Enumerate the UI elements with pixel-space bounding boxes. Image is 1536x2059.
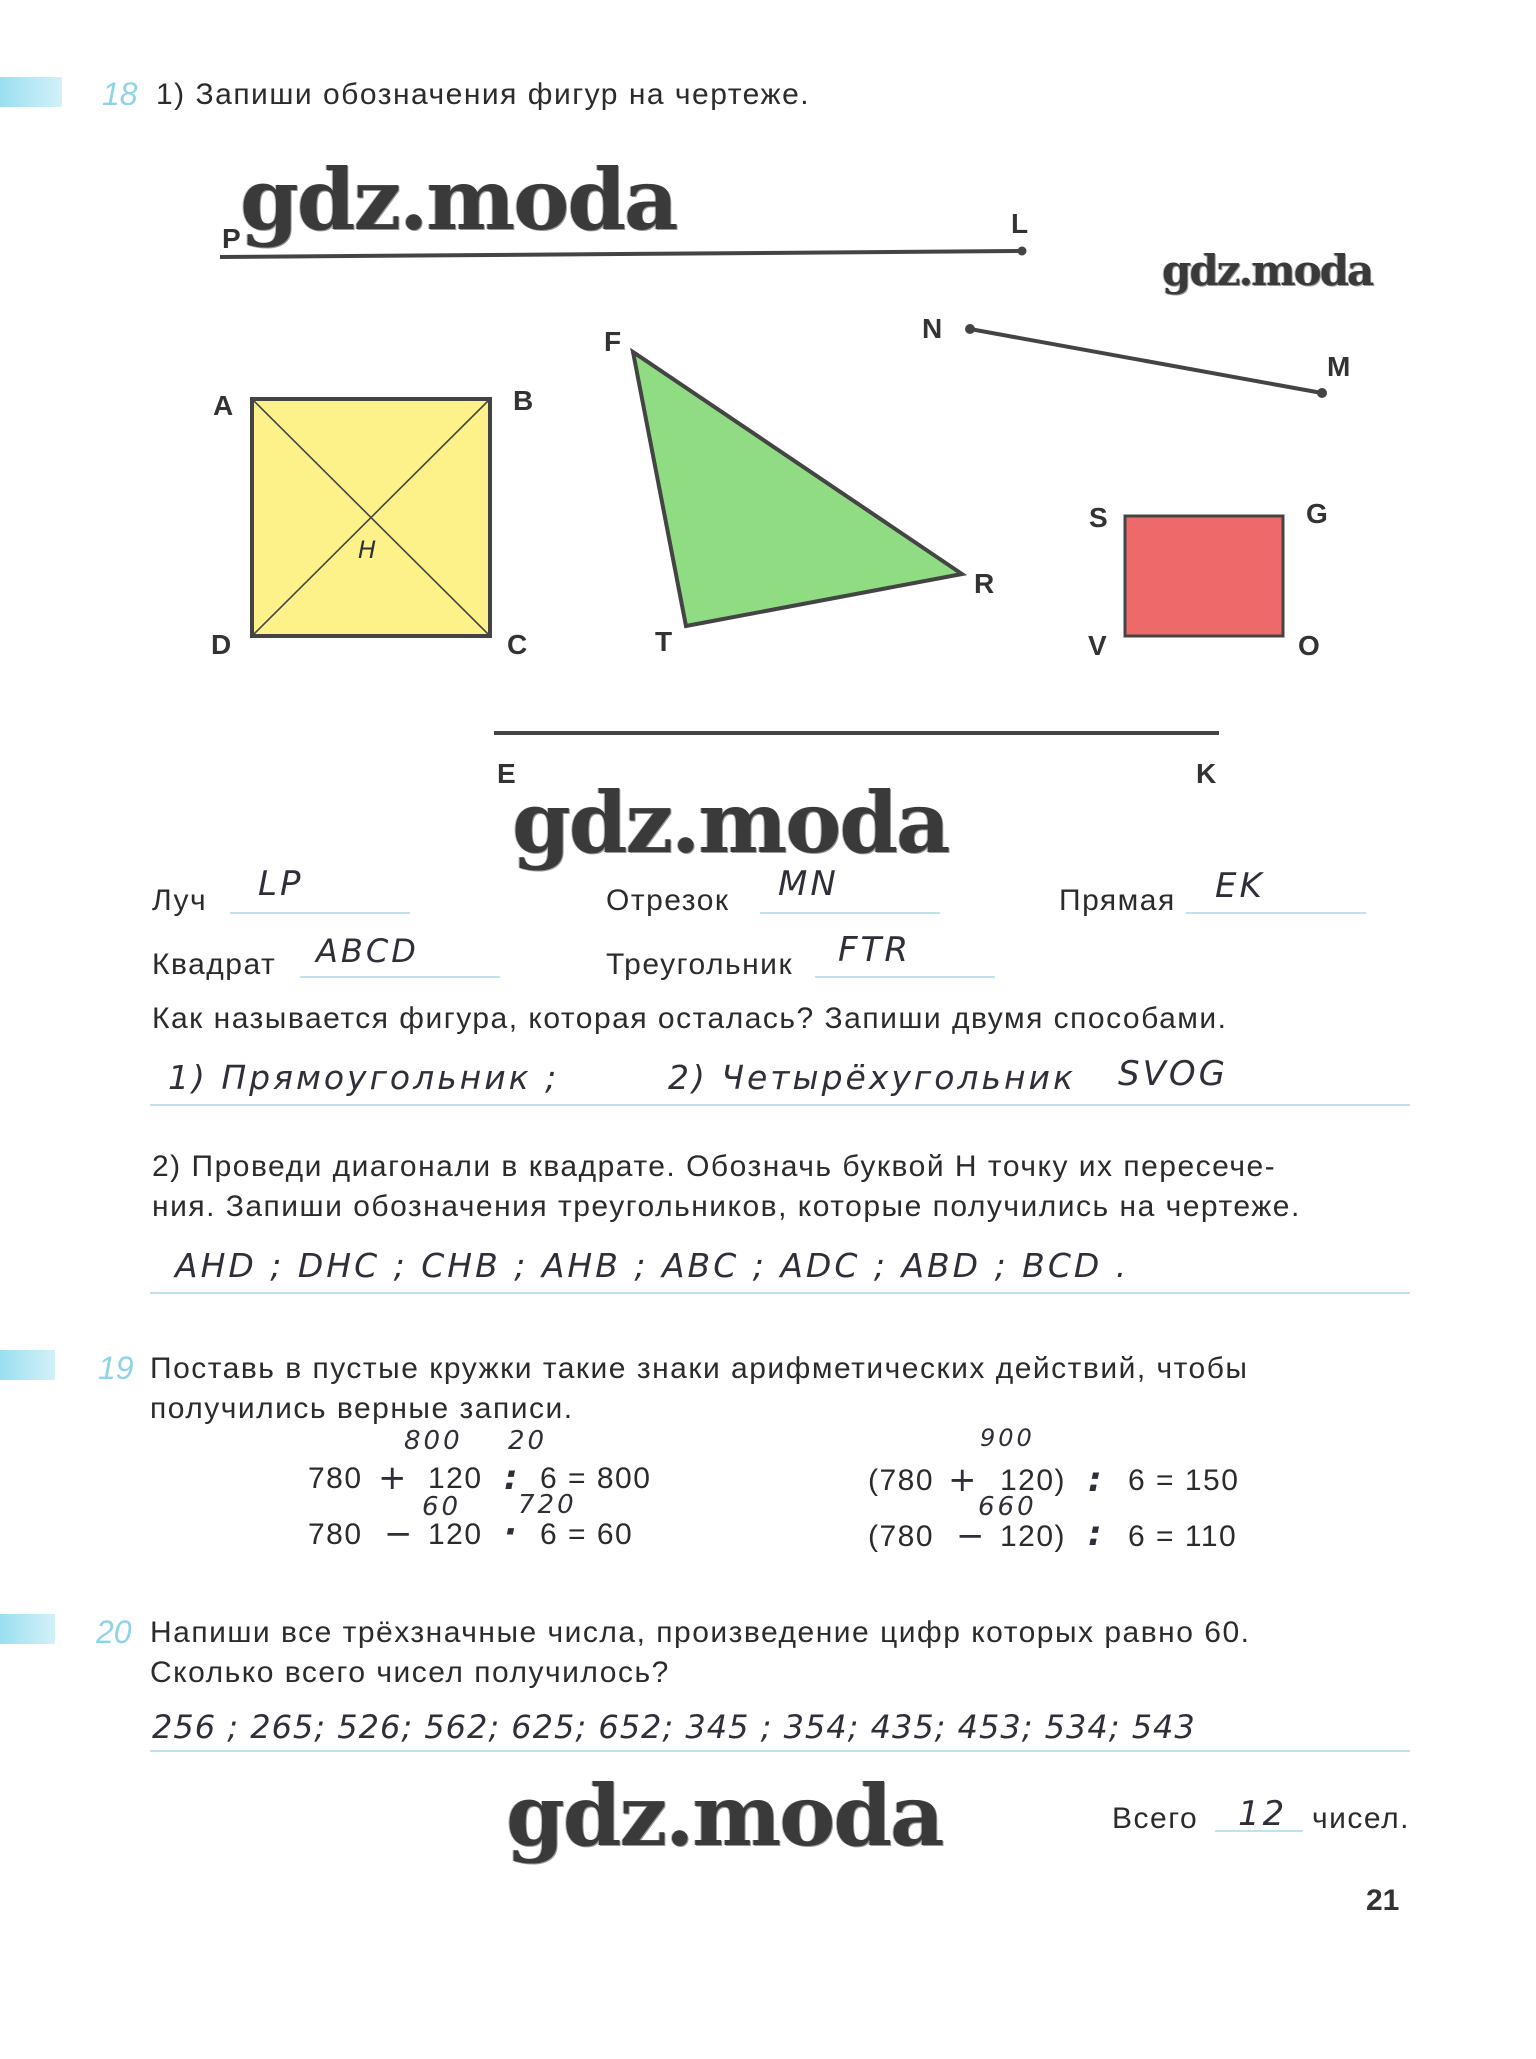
- eq1-note2: 20: [508, 1426, 548, 1456]
- label-p: P: [222, 223, 241, 254]
- line-label: Прямая: [1059, 884, 1176, 917]
- label-o: O: [1298, 630, 1320, 661]
- watermark-small: gdz.moda: [1162, 246, 1373, 295]
- label-s: S: [1089, 502, 1108, 533]
- eq4-right: 6 = 110: [1128, 1520, 1238, 1553]
- eq2-note1: 60: [422, 1492, 462, 1522]
- eq1-note1: 800: [404, 1426, 463, 1456]
- rectangle-svog: [1125, 516, 1283, 636]
- eq1-op1: +: [378, 1458, 410, 1498]
- eq2-left: 780: [308, 1518, 363, 1551]
- square-answer-line: [300, 976, 500, 978]
- task-20-line1: Напиши все трёхзначные числа, произведение цифр которых равно 60.: [150, 1616, 1251, 1649]
- triangles-answer: AHD ; DHC ; CHB ; AHB ; ABC ; ADC ; ABD ; BCD .: [175, 1246, 1130, 1285]
- eq2-op2: ·: [504, 1512, 520, 1552]
- label-l: L: [1011, 208, 1029, 239]
- segment-label: Отрезок: [606, 884, 730, 917]
- eq3-op2: :: [1088, 1460, 1105, 1500]
- ray-lp: [220, 251, 1022, 257]
- triangle-answer-line: [815, 976, 995, 978]
- task-19-line1: Поставь в пустые кружки такие знаки арифметических действий, чтобы: [150, 1352, 1249, 1385]
- total-suffix: чисел.: [1312, 1802, 1410, 1835]
- triangles-answer-line: [150, 1292, 1410, 1294]
- eq4-mid: 120): [1000, 1520, 1067, 1553]
- label-v: V: [1088, 630, 1107, 661]
- eq1-left: 780: [308, 1462, 363, 1495]
- label-t: T: [655, 626, 673, 657]
- eq4-op2: :: [1088, 1514, 1105, 1554]
- eq2-right: 6 = 60: [540, 1518, 634, 1551]
- label-e: E: [497, 758, 516, 789]
- eq4-note1: 660: [978, 1492, 1037, 1522]
- total-label: Всего: [1112, 1802, 1199, 1835]
- eq3-right: 6 = 150: [1128, 1464, 1240, 1497]
- eq4-left: (780: [868, 1520, 935, 1553]
- remaining-answer-line: [150, 1104, 1410, 1106]
- square-answer: ABCD: [316, 932, 419, 970]
- eq3-left: (780: [868, 1464, 935, 1497]
- label-c: C: [507, 629, 528, 660]
- label-d: D: [211, 629, 232, 660]
- ray-answer-line: [230, 912, 410, 914]
- task-19-number: 19: [98, 1350, 134, 1386]
- label-k: K: [1196, 758, 1217, 789]
- label-r: R: [974, 568, 995, 599]
- watermark-middle: gdz.moda: [512, 773, 949, 872]
- label-m: M: [1327, 351, 1351, 382]
- ray-label: Луч: [152, 884, 208, 917]
- ray-answer: LP: [258, 864, 304, 904]
- page-number: 21: [1366, 1884, 1400, 1917]
- task-18-number: 18: [102, 76, 138, 112]
- ray-point-l: [1018, 247, 1027, 256]
- task-20-line2: Сколько всего чисел получилось?: [150, 1656, 670, 1689]
- segment-point-n: [965, 324, 975, 334]
- eq2-op1: −: [384, 1514, 416, 1554]
- task-19-marker: [0, 1350, 55, 1380]
- segment-point-m: [1317, 388, 1327, 398]
- label-n: N: [922, 313, 943, 344]
- square-label: Квадрат: [152, 948, 277, 981]
- line-answer-line: [1186, 912, 1366, 914]
- task-18-part2-line2: ния. Запиши обозначения треугольников, которые получились на чертеже.: [152, 1190, 1301, 1223]
- triangle-label: Треугольник: [606, 948, 794, 981]
- triangle-answer: FTR: [838, 930, 911, 970]
- watermark-bottom: gdz.moda: [506, 1766, 943, 1865]
- remaining-figure-question: Как называется фигура, которая осталась? Запиши двумя способами.: [152, 1002, 1228, 1035]
- line-answer: EK: [1215, 866, 1265, 906]
- eq3-mid: 120): [1000, 1464, 1067, 1497]
- task-19-line2: получились верные записи.: [150, 1392, 574, 1425]
- numbers-answer-line: [150, 1750, 1410, 1752]
- watermark-top: gdz.moda: [240, 150, 677, 249]
- label-b: B: [513, 385, 534, 416]
- remaining-answer-2: 2) Четырёхугольник: [668, 1058, 1076, 1097]
- eq4-op1: −: [956, 1516, 988, 1556]
- task-20-marker: [0, 1614, 55, 1644]
- segment-mn: [970, 329, 1322, 393]
- total-answer: 12: [1238, 1794, 1288, 1834]
- task-18-part2-line1: 2) Проведи диагонали в квадрате. Обозначь буквой Н точку их пересече-: [152, 1150, 1277, 1183]
- eq1-mid: 120: [428, 1462, 483, 1495]
- segment-answer-line: [760, 912, 940, 914]
- eq1-right: 6 = 800: [540, 1462, 652, 1495]
- eq1-op2: :: [504, 1458, 521, 1498]
- label-f: F: [604, 326, 622, 357]
- triangle-ftr: [633, 352, 962, 626]
- task-18-instruction: 1) Запиши обозначения фигур на чертеже.: [156, 78, 811, 111]
- eq3-op1: +: [948, 1460, 980, 1500]
- numbers-answer: 256 ; 265; 526; 562; 625; 652; 345 ; 354; 435; 453; 534; 543: [152, 1708, 1196, 1746]
- segment-answer: MN: [778, 864, 839, 904]
- eq2-note2: 720: [518, 1490, 577, 1520]
- eq2-mid: 120: [428, 1518, 483, 1551]
- label-h: H: [358, 536, 380, 564]
- remaining-answer-3: SVOG: [1118, 1054, 1228, 1094]
- label-a: A: [213, 390, 234, 421]
- task-20-number: 20: [96, 1614, 132, 1650]
- label-g: G: [1306, 498, 1328, 529]
- eq3-note1: 900: [980, 1424, 1035, 1452]
- remaining-answer-1: 1) Прямоугольник ;: [168, 1058, 560, 1097]
